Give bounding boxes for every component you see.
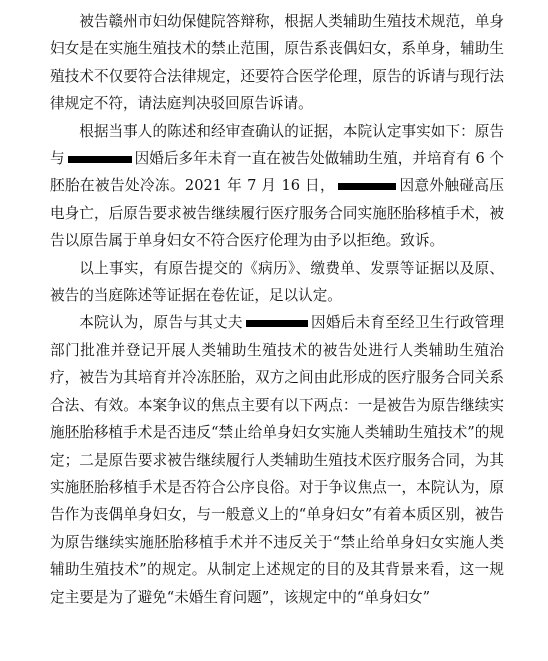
paragraph-text: 因婚后未育至经卫生行政管理部门批准并登记开展人类辅助生殖技术的被告处进行人类辅助生殖治疗，被告为其培育并冷冻胚胎，双方之间由此形成的医疗服务合同关系合法、有效。本案争议的焦点主要有以下两点：一是被告为原告继续实施胚胎移植手术是否违反“禁止给单身妇女实施人类辅助生殖技术”的规定；二是原告要求被告继续履行人类辅助生殖技术医疗服务合同，为其实施胚胎移植手术是否符合公序良俗。对于争议焦点一，本院认为，原告作为丧偶单身妇女，与一般意义上的“单身妇女”有着本质区别，被告为原告继续实施胚胎移植手术并不违反关于“禁止给单身妇女实施人类辅助生殖技术”的规定。从制定上述规定的目的及其背景来看，这一规定主要是为了避免“未婚生育问题”，该规定中的“单身妇女”: [50, 314, 504, 606]
paragraph-text: 本院认为，原告与其丈夫: [79, 314, 243, 332]
paragraph-text: 被告赣州市妇幼保健院答辩称，根据人类辅助生殖技术规范，单身妇女是在实施生殖技术的禁止范围，原告系丧偶妇女，系单身，辅助生殖技术不仅要符合法律规定，还要符合医学伦理，原告的诉请与现行法律规定不符，请法庭判决驳回原告诉请。: [50, 13, 504, 113]
paragraph-text: 因意外触碰高压电身亡，后原告要求被告继续履行医疗服务合同实施胚胎移植手术，被告以原告属于单身妇女不符合医疗伦理为由予以拒绝。致诉。: [50, 177, 504, 250]
paragraph-court-opinion: [50, 309, 504, 610]
redaction-bar: [68, 156, 132, 163]
paragraph-facts: [50, 118, 504, 255]
redaction-bar: [338, 183, 396, 190]
paragraph-text: 因婚后多年未育一直在被告处做辅助生殖，并培育有 6 个胚胎在被告处冷冻。2021 年 7 月 16 日，: [50, 150, 504, 195]
document-page: [50, 8, 504, 611]
paragraph-defendant-reply: [50, 8, 504, 118]
redaction-bar: [246, 320, 308, 327]
paragraph-text: 以上事实，有原告提交的《病历》、缴费单、发票等证据以及原、被告的当庭陈述等证据在卷佐证，足以认定。: [50, 259, 504, 305]
paragraph-text: 根据当事人的陈述和经审查确认的证据，本院认定事实如下：原告与: [50, 122, 504, 168]
paragraph-evidence: [50, 255, 504, 310]
